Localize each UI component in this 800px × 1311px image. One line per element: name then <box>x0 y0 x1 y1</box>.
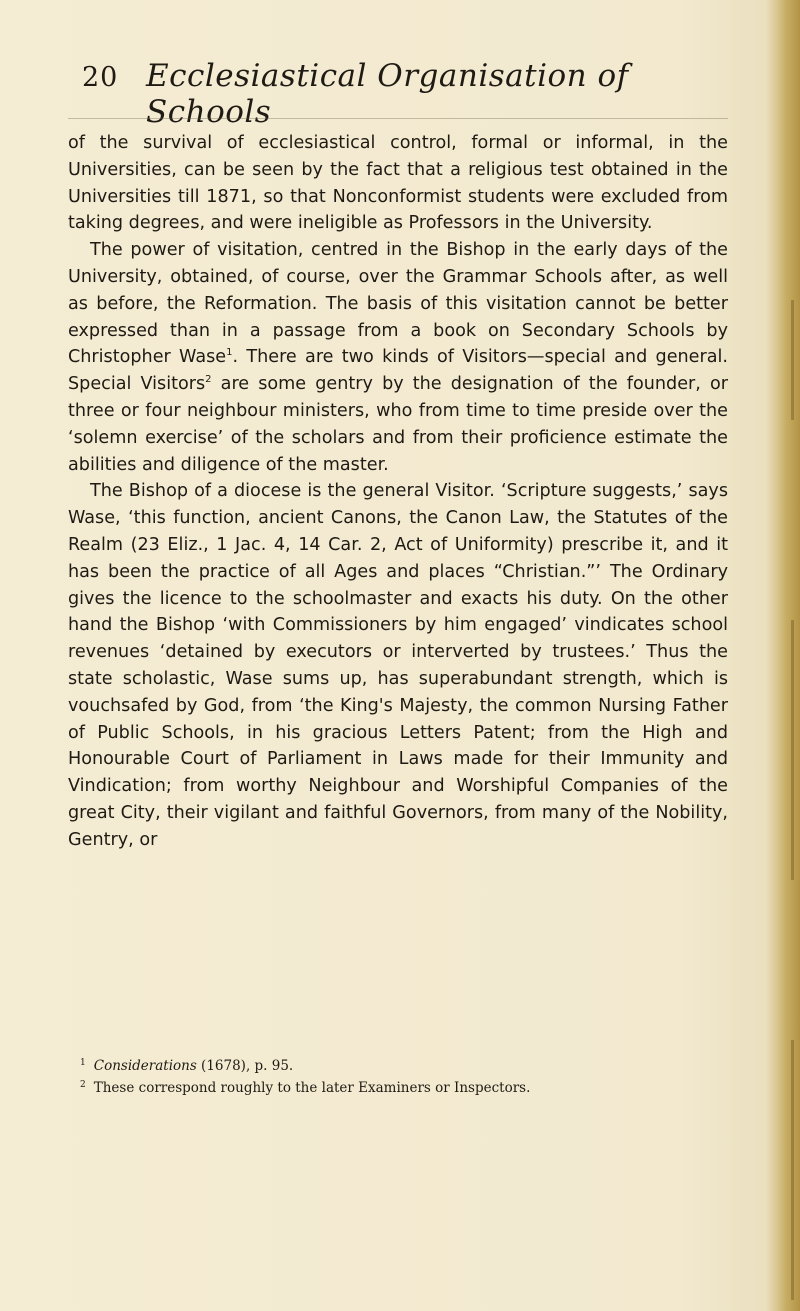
footnotes <box>80 1054 720 1098</box>
paragraph <box>68 237 728 478</box>
paragraph <box>68 478 728 853</box>
body-text <box>68 130 728 854</box>
paragraph-text: . There are two kinds of Visitors—special and general. Special Visitors <box>68 347 728 395</box>
footnote-mark: 1 <box>80 1058 86 1068</box>
paragraph-text: The Bishop of a diocese is the general Visitor. ‘Scripture suggests,’ says Wase, ‘this function, ancient Canons, the Canon Law, the Statutes of the Realm (23 Eliz., 1 Jac. 4, 14 Car. 2, Act of Uniformity) prescribe it, and it has been the practice of all Ages and places “Christian.”’ The Ordinary gives the licence to the schoolmaster and exacts his duty. On the other hand the Bishop ‘with Commissioners by him engaged’ vindicates school revenues ‘detained by executors or interverted by trustees.’ Thus the state scholastic, Wase sums up, has superabundant strength, which is vouchsafed by God, from ‘the King's Majesty, the common Nursing Father of Public Schools, in his gracious Letters Patent; from the High and Honourable Court of Parliament in Laws made for their Immunity and Vindication; from worthy Neighbour and Worshipful Companies of the great City, their vigilant and faithful Governors, from many of the Nobility, Gentry, or <box>68 481 728 850</box>
footnote <box>80 1076 720 1098</box>
paragraph-text: The power of visitation, centred in the Bishop in the early days of the University, obtained, of course, over the Grammar Schools after, as well as before, the Reformation. The basis of this visitation cannot be better expressed than in a passage from a book on Secondary Schools by Christopher Wase <box>68 240 728 368</box>
page-number: 20 <box>82 62 119 93</box>
footnote <box>80 1054 720 1076</box>
paragraph-text: are some gentry by the designation of the founder, or three or four neighbour ministers, who from time to time preside over the ‘solemn exercise’ of the scholars and from their proficience estimate the abilities and diligence of the master. <box>68 374 728 475</box>
footnote-text: (1678), p. 95. <box>196 1058 294 1074</box>
footnote-title: Considerations <box>93 1058 197 1074</box>
page-edge-mark <box>791 620 794 880</box>
running-title: Ecclesiastical Organisation of Schools <box>146 58 629 130</box>
footnote-ref: 2 <box>205 374 212 386</box>
page-edge-shadow <box>766 0 800 1311</box>
footnote-text: These correspond roughly to the later Examiners or Inspectors. <box>93 1080 531 1096</box>
footnote-mark: 2 <box>80 1080 86 1090</box>
running-header <box>70 56 710 130</box>
page-edge-mark <box>791 300 794 420</box>
paragraph <box>68 130 728 237</box>
paragraph-text: of the survival of ecclesiastical control, formal or informal, in the Universities, can be seen by the fact that a religious test obtained in the Universities till 1871, so that Nonconformist students were excluded from taking degrees, and were ineligible as Professors in the University. <box>68 133 728 234</box>
footnote-ref: 1 <box>226 347 233 359</box>
header-rule <box>68 118 728 119</box>
page-edge-mark <box>791 1040 794 1300</box>
